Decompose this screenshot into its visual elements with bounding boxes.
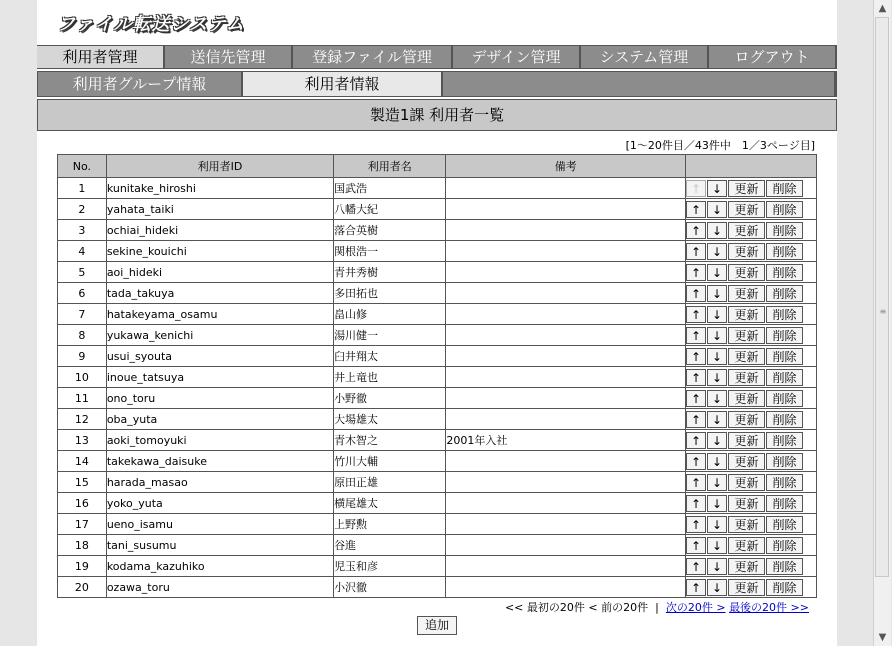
move-down-button[interactable]: ↓ — [707, 222, 727, 239]
delete-button[interactable]: 削除 — [766, 390, 803, 407]
delete-button[interactable]: 削除 — [766, 348, 803, 365]
table-row — [58, 241, 817, 262]
user-id-cell: ozawa_toru — [106, 577, 333, 598]
move-down-button[interactable]: ↓ — [707, 432, 727, 449]
row-number: 17 — [58, 514, 107, 535]
main-nav-tab-6[interactable]: ログアウト — [709, 46, 837, 68]
note-cell — [446, 388, 686, 409]
move-up-button[interactable]: ↑ — [686, 474, 706, 491]
table-row — [58, 556, 817, 577]
actions-cell — [686, 493, 817, 514]
pager-first: << 最初の20件 — [504, 601, 585, 614]
move-up-button[interactable]: ↑ — [686, 495, 706, 512]
user-id-cell: tani_susumu — [106, 535, 333, 556]
move-up-button[interactable]: ↑ — [686, 243, 706, 260]
delete-button[interactable]: 削除 — [766, 180, 803, 197]
move-up-button: ↑ — [686, 180, 706, 197]
table-row — [58, 493, 817, 514]
update-button[interactable]: 更新 — [728, 516, 765, 533]
user-name-cell: 青井秀樹 — [334, 262, 446, 283]
update-button[interactable]: 更新 — [728, 327, 765, 344]
pager-last-link[interactable]: 最後の20件 >> — [729, 601, 809, 614]
add-user-button[interactable]: 追加 — [417, 616, 457, 635]
column-header-actions — [686, 155, 817, 178]
user-id-cell: aoki_tomoyuki — [106, 430, 333, 451]
user-name-cell: 横尾雄太 — [334, 493, 446, 514]
actions-cell — [686, 451, 817, 472]
update-button[interactable]: 更新 — [728, 411, 765, 428]
user-name-cell: 児玉和彦 — [334, 556, 446, 577]
scroll-down-icon[interactable]: ▼ — [874, 629, 891, 646]
user-name-cell: 多田拓也 — [334, 283, 446, 304]
update-button[interactable]: 更新 — [728, 474, 765, 491]
vertical-scrollbar[interactable] — [873, 0, 891, 646]
table-row — [58, 577, 817, 598]
delete-button[interactable]: 削除 — [766, 369, 803, 386]
actions-cell — [686, 220, 817, 241]
actions-cell — [686, 430, 817, 451]
user-id-cell: sekine_kouichi — [106, 241, 333, 262]
update-button[interactable]: 更新 — [728, 222, 765, 239]
actions-cell — [686, 262, 817, 283]
note-cell — [446, 325, 686, 346]
actions-cell — [686, 556, 817, 577]
update-button[interactable]: 更新 — [728, 537, 765, 554]
note-cell — [446, 220, 686, 241]
update-button[interactable]: 更新 — [728, 180, 765, 197]
move-down-button[interactable]: ↓ — [707, 201, 727, 218]
table-row — [58, 325, 817, 346]
delete-button[interactable]: 削除 — [766, 285, 803, 302]
user-id-cell: kunitake_hiroshi — [106, 178, 333, 199]
move-down-button[interactable]: ↓ — [707, 243, 727, 260]
user-name-cell: 小野徹 — [334, 388, 446, 409]
delete-button[interactable]: 削除 — [766, 453, 803, 470]
row-number: 13 — [58, 430, 107, 451]
user-id-cell: ochiai_hideki — [106, 220, 333, 241]
move-up-button[interactable]: ↑ — [686, 579, 706, 596]
note-cell — [446, 577, 686, 598]
delete-button[interactable]: 削除 — [766, 558, 803, 575]
user-id-cell: ueno_isamu — [106, 514, 333, 535]
note-cell — [446, 262, 686, 283]
delete-button[interactable]: 削除 — [766, 243, 803, 260]
update-button[interactable]: 更新 — [728, 453, 765, 470]
user-name-cell: 湯川健一 — [334, 325, 446, 346]
app-logo: ファイル転送システム — [57, 14, 245, 35]
actions-cell — [686, 241, 817, 262]
note-cell — [446, 199, 686, 220]
actions-cell — [686, 325, 817, 346]
table-header-row — [58, 155, 817, 178]
delete-button[interactable]: 削除 — [766, 432, 803, 449]
move-up-button[interactable]: ↑ — [686, 432, 706, 449]
row-number: 19 — [58, 556, 107, 577]
sub-nav — [37, 71, 837, 97]
move-down-button[interactable]: ↓ — [707, 558, 727, 575]
note-cell — [446, 535, 686, 556]
user-name-cell: 井上竜也 — [334, 367, 446, 388]
user-name-cell: 青木智之 — [334, 430, 446, 451]
user-name-cell: 大場雄太 — [334, 409, 446, 430]
update-button[interactable]: 更新 — [728, 243, 765, 260]
table-row — [58, 409, 817, 430]
update-button[interactable]: 更新 — [728, 579, 765, 596]
table-row — [58, 367, 817, 388]
update-button[interactable]: 更新 — [728, 348, 765, 365]
note-cell — [446, 514, 686, 535]
move-up-button[interactable]: ↑ — [686, 390, 706, 407]
pager-separator: | — [655, 601, 659, 614]
sub-nav-tab-3 — [443, 72, 836, 96]
update-button[interactable]: 更新 — [728, 201, 765, 218]
user-name-cell: 谷進 — [334, 535, 446, 556]
move-up-button[interactable]: ↑ — [686, 537, 706, 554]
row-number: 10 — [58, 367, 107, 388]
actions-cell — [686, 283, 817, 304]
main-nav — [37, 45, 837, 69]
actions-cell — [686, 472, 817, 493]
row-number: 9 — [58, 346, 107, 367]
move-down-button[interactable]: ↓ — [707, 327, 727, 344]
delete-button[interactable]: 削除 — [766, 306, 803, 323]
user-id-cell: aoi_hideki — [106, 262, 333, 283]
delete-button[interactable]: 削除 — [766, 201, 803, 218]
move-up-button[interactable]: ↑ — [686, 411, 706, 428]
main-nav-tab-5[interactable]: システム管理 — [581, 46, 709, 68]
scroll-up-icon[interactable]: ▲ — [874, 0, 891, 17]
row-number: 14 — [58, 451, 107, 472]
note-cell — [446, 304, 686, 325]
move-down-button[interactable]: ↓ — [707, 537, 727, 554]
delete-button[interactable]: 削除 — [766, 579, 803, 596]
row-number: 6 — [58, 283, 107, 304]
note-cell — [446, 493, 686, 514]
user-id-cell: ono_toru — [106, 388, 333, 409]
update-button[interactable]: 更新 — [728, 432, 765, 449]
user-name-cell: 原田正雄 — [334, 472, 446, 493]
actions-cell — [686, 409, 817, 430]
row-number: 18 — [58, 535, 107, 556]
update-button[interactable]: 更新 — [728, 558, 765, 575]
actions-cell — [686, 178, 817, 199]
move-down-button[interactable]: ↓ — [707, 453, 727, 470]
row-number: 2 — [58, 199, 107, 220]
move-down-button[interactable]: ↓ — [707, 411, 727, 428]
move-down-button[interactable]: ↓ — [707, 348, 727, 365]
main-nav-tab-1[interactable]: 利用者管理 — [37, 46, 165, 68]
delete-button[interactable]: 削除 — [766, 327, 803, 344]
row-number: 8 — [58, 325, 107, 346]
table-row — [58, 283, 817, 304]
move-down-button[interactable]: ↓ — [707, 579, 727, 596]
delete-button[interactable]: 削除 — [766, 264, 803, 281]
user-name-cell: 臼井翔太 — [334, 346, 446, 367]
table-row — [58, 220, 817, 241]
user-name-cell: 小沢徹 — [334, 577, 446, 598]
move-down-button[interactable]: ↓ — [707, 495, 727, 512]
user-id-cell: yoko_yuta — [106, 493, 333, 514]
row-number: 5 — [58, 262, 107, 283]
delete-button[interactable]: 削除 — [766, 474, 803, 491]
note-cell — [446, 178, 686, 199]
table-row — [58, 262, 817, 283]
column-header-no: No. — [58, 155, 107, 178]
row-number: 20 — [58, 577, 107, 598]
page-title: 製造1課 利用者一覧 — [37, 99, 837, 131]
user-name-cell: 竹川大輔 — [334, 451, 446, 472]
update-button[interactable]: 更新 — [728, 495, 765, 512]
actions-cell — [686, 577, 817, 598]
user-name-cell: 畠山修 — [334, 304, 446, 325]
delete-button[interactable]: 削除 — [766, 516, 803, 533]
main-nav-tab-2[interactable]: 送信先管理 — [165, 46, 293, 68]
table-row — [58, 304, 817, 325]
move-down-button[interactable]: ↓ — [707, 180, 727, 197]
move-down-button[interactable]: ↓ — [707, 306, 727, 323]
sub-nav-tab-1[interactable]: 利用者グループ情報 — [38, 72, 243, 96]
table-row — [58, 514, 817, 535]
actions-cell — [686, 388, 817, 409]
page-container — [37, 0, 837, 646]
user-id-cell: oba_yuta — [106, 409, 333, 430]
sub-nav-tab-2[interactable]: 利用者情報 — [243, 72, 443, 96]
actions-cell — [686, 535, 817, 556]
table-row — [58, 535, 817, 556]
row-number: 16 — [58, 493, 107, 514]
user-id-cell: kodama_kazuhiko — [106, 556, 333, 577]
note-cell — [446, 346, 686, 367]
user-name-cell: 八幡大紀 — [334, 199, 446, 220]
row-number: 7 — [58, 304, 107, 325]
note-cell: 2001年入社 — [446, 430, 686, 451]
column-header-user-name: 利用者名 — [334, 155, 446, 178]
move-up-button[interactable]: ↑ — [686, 306, 706, 323]
move-up-button[interactable]: ↑ — [686, 327, 706, 344]
move-up-button[interactable]: ↑ — [686, 453, 706, 470]
user-id-cell: takekawa_daisuke — [106, 451, 333, 472]
user-id-cell: yukawa_kenichi — [106, 325, 333, 346]
move-up-button[interactable]: ↑ — [686, 558, 706, 575]
table-row — [58, 388, 817, 409]
update-button[interactable]: 更新 — [728, 285, 765, 302]
user-name-cell: 上野勲 — [334, 514, 446, 535]
update-button[interactable]: 更新 — [728, 306, 765, 323]
move-down-button[interactable]: ↓ — [707, 516, 727, 533]
pagination-info: [1～20件目／43件中 1／3ページ目] — [625, 139, 815, 152]
user-id-cell: hatakeyama_osamu — [106, 304, 333, 325]
move-down-button[interactable]: ↓ — [707, 285, 727, 302]
move-up-button[interactable]: ↑ — [686, 369, 706, 386]
note-cell — [446, 472, 686, 493]
scroll-thumb[interactable] — [875, 17, 889, 577]
pagination — [505, 599, 809, 615]
row-number: 1 — [58, 178, 107, 199]
update-button[interactable]: 更新 — [728, 390, 765, 407]
move-up-button[interactable]: ↑ — [686, 201, 706, 218]
delete-button[interactable]: 削除 — [766, 411, 803, 428]
move-up-button[interactable]: ↑ — [686, 348, 706, 365]
table-row — [58, 472, 817, 493]
user-id-cell: tada_takuya — [106, 283, 333, 304]
move-up-button[interactable]: ↑ — [686, 222, 706, 239]
row-number: 11 — [58, 388, 107, 409]
table-row — [58, 346, 817, 367]
row-number: 3 — [58, 220, 107, 241]
update-button[interactable]: 更新 — [728, 369, 765, 386]
move-up-button[interactable]: ↑ — [686, 264, 706, 281]
user-id-cell: harada_masao — [106, 472, 333, 493]
column-header-note: 備考 — [446, 155, 686, 178]
note-cell — [446, 556, 686, 577]
scroll-grip-icon: ≡ — [879, 307, 887, 316]
user-name-cell: 国武浩 — [334, 178, 446, 199]
delete-button[interactable]: 削除 — [766, 537, 803, 554]
note-cell — [446, 283, 686, 304]
main-nav-tab-3[interactable]: 登録ファイル管理 — [293, 46, 453, 68]
table-row — [58, 451, 817, 472]
move-down-button[interactable]: ↓ — [707, 474, 727, 491]
note-cell — [446, 409, 686, 430]
user-id-cell: yahata_taiki — [106, 199, 333, 220]
note-cell — [446, 451, 686, 472]
move-up-button[interactable]: ↑ — [686, 516, 706, 533]
user-id-cell: usui_syouta — [106, 346, 333, 367]
move-down-button[interactable]: ↓ — [707, 264, 727, 281]
actions-cell — [686, 199, 817, 220]
row-number: 15 — [58, 472, 107, 493]
move-down-button[interactable]: ↓ — [707, 369, 727, 386]
pager-next-link[interactable]: 次の20件 > — [665, 601, 726, 614]
main-nav-tab-4[interactable]: デザイン管理 — [453, 46, 581, 68]
user-id-cell: inoue_tatsuya — [106, 367, 333, 388]
actions-cell — [686, 346, 817, 367]
table-row — [58, 199, 817, 220]
row-number: 4 — [58, 241, 107, 262]
delete-button[interactable]: 削除 — [766, 495, 803, 512]
update-button[interactable]: 更新 — [728, 264, 765, 281]
user-name-cell: 落合英樹 — [334, 220, 446, 241]
column-header-user-id: 利用者ID — [106, 155, 333, 178]
actions-cell — [686, 514, 817, 535]
table-row — [58, 430, 817, 451]
row-number: 12 — [58, 409, 107, 430]
move-up-button[interactable]: ↑ — [686, 285, 706, 302]
actions-cell — [686, 304, 817, 325]
user-name-cell: 関根浩一 — [334, 241, 446, 262]
delete-button[interactable]: 削除 — [766, 222, 803, 239]
actions-cell — [686, 367, 817, 388]
note-cell — [446, 367, 686, 388]
move-down-button[interactable]: ↓ — [707, 390, 727, 407]
user-table — [57, 154, 817, 598]
note-cell — [446, 241, 686, 262]
table-row — [58, 178, 817, 199]
pager-prev: < 前の20件 — [588, 601, 649, 614]
